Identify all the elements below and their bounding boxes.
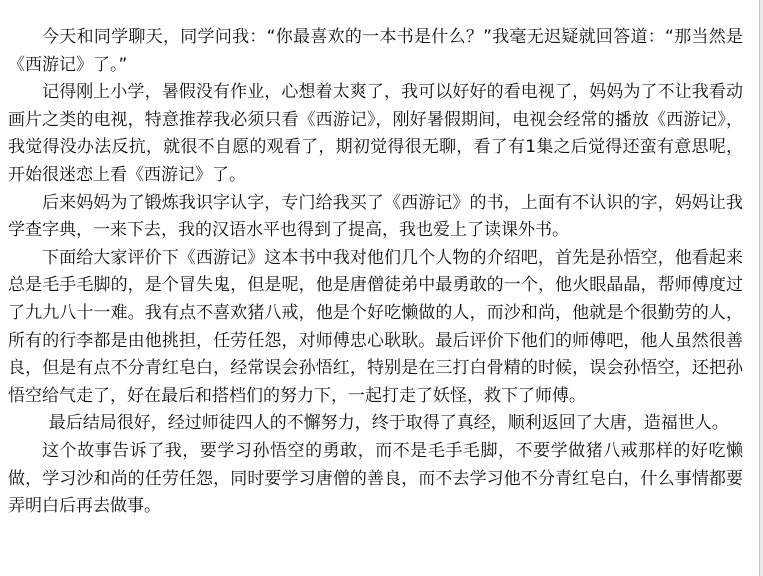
paragraph-character-review: 下面给大家评价下《西游记》这本书中我对他们几个人物的介绍吧，首先是孙悟空，他看起来总是毛手毛脚的，是个冒失鬼，但是呢，他是唐僧徒弟中最勇敢的一个，他火眼晶晶，帮师傅度过了九九八十一难。我有点不喜欢猪八戒，他是个好吃懒做的人，而沙和尚，他就是个很勤劳的人，所有的行李都是由他挑担，任劳任怨，对师傅忠心耿耿。最后评价下他们的师傅吧，他人虽然很善良，但是有点不分青红皂白，经常误会孙悟红，特别是在三打白骨精的时候，误会孙悟空，还把孙悟空给气走了，好在最后和搭档们的努力下，一起打走了妖怪，救下了师傅。	[8, 247, 743, 406]
paragraph-ending: 最后结局很好，经过师徒四人的不懈努力，终于取得了真经，顺利返回了大唐，造福世人。	[48, 413, 729, 434]
paragraph-intro: 今天和同学聊天，同学问我：“你最喜欢的一本书是什么？”我毫无迟疑就回答道：“那当然是《西游记》了。”	[8, 27, 743, 75]
essay-body	[8, 24, 743, 521]
paragraph-tv-memory: 记得刚上小学，暑假没有作业，心想着太爽了，我可以好好的看电视了，妈妈为了不让我看动画片之类的电视，特意推荐我必须只看《西游记》，刚好暑假期间，电视会经常的播放《西游记》，我觉得没办法反抗，就很不自愿的观看了，期初觉得很无聊，看了有1集之后觉得还蛮有意思呢，开始很迷恋上看《西游记》了。	[8, 82, 743, 185]
paragraph-book-gift: 后来妈妈为了锻炼我识字认字，专门给我买了《西游记》的书，上面有不认识的字，妈妈让我学查字典，一来下去，我的汉语水平也得到了提高，我也爱上了读课外书。	[8, 192, 743, 241]
paragraph-lesson: 这个故事告诉了我，要学习孙悟空的勇敢，而不是毛手毛脚，不要学做猪八戒那样的好吃懒做，学习沙和尚的任劳任怨，同时要学习唐僧的善良，而不去学习他不分青红皂白，什么事情都要弄明白后再去做事。	[8, 440, 743, 517]
